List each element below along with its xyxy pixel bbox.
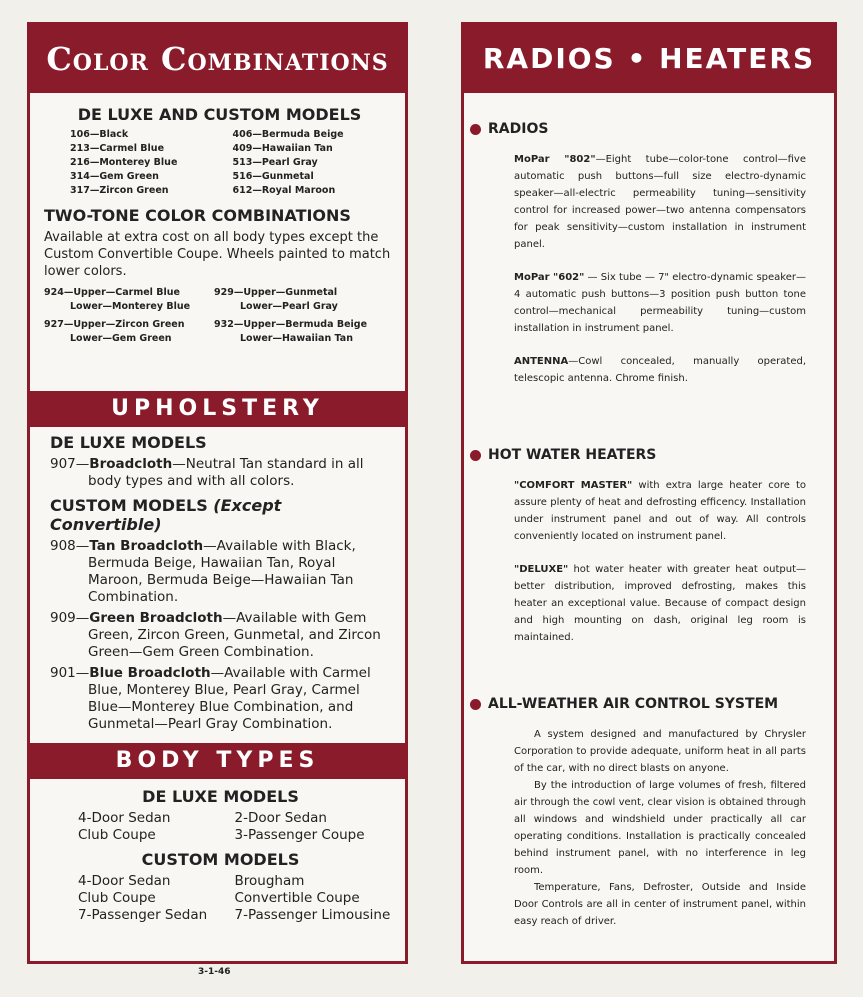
radios-heading [470, 121, 834, 137]
uph-custom-heading [50, 496, 393, 534]
spec-lead: MoPar "602" [514, 272, 585, 283]
spec-paragraph [464, 151, 834, 253]
color-item: 314—Gem Green [70, 171, 159, 182]
upholstery-code: 908— [50, 538, 90, 554]
air-paragraph: A system designed and manufactured by Chrysler Corporation to provide adequate, uniform heat in all parts of the car, with no direct blasts on anyone. [514, 729, 806, 774]
upholstery-name: Tan Broadcloth [89, 538, 204, 554]
upholstery-name: Broadcloth [89, 456, 173, 472]
color-item: 516—Gunmetal [232, 171, 314, 182]
bt-deluxe-heading: DE LUXE MODELS [142, 787, 299, 806]
upholstery-name: Blue Broadcloth [89, 665, 211, 681]
uph-deluxe-heading: DE LUXE MODELS [50, 433, 207, 452]
spec-paragraph [464, 477, 834, 545]
spec-lead: "COMFORT MASTER" [514, 480, 633, 491]
color-item: 106—Black [70, 129, 129, 140]
body-type-item: 2-Door Sedan [234, 810, 327, 826]
upholstery-item [50, 456, 393, 490]
body-type-item: 3-Passenger Coupe [234, 827, 365, 843]
spec-lead: ANTENNA [514, 356, 569, 367]
two-tone-item: 932—Upper—Bermuda Beige [214, 319, 368, 330]
spec-paragraph [464, 353, 834, 387]
body-type-item: Convertible Coupe [234, 890, 360, 906]
two-tone-item: Lower—Pearl Gray [240, 301, 338, 312]
color-item: 213—Carmel Blue [70, 143, 165, 154]
spec-text: — Six tube — 7" electro-dynamic speaker—4 automatic push buttons—3 position push button tone control—mechanical permeability tuning—custom installation in instrument panel. [514, 272, 806, 334]
upholstery-code: 909— [50, 610, 90, 626]
two-tone-item: Lower—Gem Green [70, 333, 172, 344]
upholstery-text: —Available with Black, Bermuda Beige, Hawaiian Tan, Royal Maroon, Bermuda Beige—Hawaiian Tan Combination. [88, 538, 356, 605]
color-item: 513—Pearl Gray [232, 157, 318, 168]
two-tone-item: Lower—Hawaiian Tan [240, 333, 353, 344]
color-combinations-panel [27, 22, 408, 964]
spec-text: with extra large heater core to assure plenty of heat and defrosting efficency. Installation under instrument panel and out of way. All controls conveniently located on instrument panel. [514, 480, 807, 542]
air-heading [470, 696, 834, 712]
two-tone-item: 924—Upper—Carmel Blue [44, 287, 180, 298]
upholstery-and-body-types [30, 427, 405, 924]
bt-custom-heading: CUSTOM MODELS [141, 850, 300, 869]
upholstery-item [50, 665, 393, 733]
spec-paragraph [464, 561, 834, 646]
two-tone-list [44, 286, 395, 350]
spec-text: hot water heater with greater heat output—better distribution, improved defrosting, makes this heater an exceptional value. Because of compact design and high mounting on dash, original leg room is maintained. [514, 564, 806, 643]
spec-text: —Eight tube—color-tone control—five automatic push buttons—full size electro-dynamic speaker—all-electric permeability tuning—sensitivity control for increased power—two antenna compensators for peak sensitivity—custom installation in instrument panel. [514, 154, 806, 250]
radios-heaters-panel [461, 22, 837, 964]
upholstery-text: —Available with Gem Green, Zircon Green, Gunmetal, and Zircon Green—Gem Green Combination. [88, 610, 381, 660]
two-tone-item: 927—Upper—Zircon Green [44, 319, 185, 330]
upholstery-name: Green Broadcloth [89, 610, 223, 626]
air-paragraph: By the introduction of large volumes of fresh, filtered air through the cowl vent, clear vision is obtained through all windows and windshield under practically all car operating conditions. Installation is practically concealed behind instrument panel, with no interference in leg room. [514, 780, 806, 876]
two-tone-item: Lower—Monterey Blue [70, 301, 191, 312]
color-item: 317—Zircon Green [70, 185, 169, 196]
radios-heading-text: RADIOS [488, 121, 549, 137]
body-type-item: 7-Passenger Limousine [234, 907, 391, 923]
body-type-item: 4-Door Sedan [78, 810, 171, 826]
color-combinations-title: Color Combinations [30, 25, 405, 93]
bullet-icon [470, 124, 481, 135]
heaters-heading-text: HOT WATER HEATERS [488, 447, 657, 463]
spec-paragraph [464, 269, 834, 337]
air-paragraph: Temperature, Fans, Defroster, Outside and Inside Door Controls are all in center of instrument panel, within easy reach of driver. [514, 882, 806, 927]
radios-heaters-title: RADIOS • HEATERS [464, 25, 834, 93]
body-type-item: 7-Passenger Sedan [78, 907, 208, 923]
two-tone-item: 929—Upper—Gunmetal [214, 287, 338, 298]
upholstery-item [50, 538, 393, 606]
uph-custom-label: CUSTOM MODELS [50, 496, 208, 515]
color-item: 612—Royal Maroon [232, 185, 336, 196]
heaters-heading [470, 447, 834, 463]
upholstery-code: 907— [50, 456, 90, 472]
upholstery-item [50, 610, 393, 661]
deluxe-custom-heading: DE LUXE AND CUSTOM MODELS [77, 105, 362, 124]
two-tone-heading: TWO-TONE COLOR COMBINATIONS [44, 206, 351, 225]
print-date: 3-1-46 [198, 967, 231, 977]
color-item: 406—Bermuda Beige [232, 129, 344, 140]
spec-text: —Cowl concealed, manually operated, telescopic antenna. Chrome finish. [514, 356, 806, 384]
color-list [44, 128, 395, 198]
upholstery-text: —Available with Carmel Blue, Monterey Blue, Pearl Gray, Carmel Blue—Monterey Blue Combination, and Gunmetal—Pearl Gray Combination. [88, 665, 371, 732]
uph-custom-note: (Except Convertible) [50, 496, 282, 534]
body-type-item: Brougham [234, 873, 305, 889]
body-type-item: Club Coupe [78, 890, 156, 906]
upholstery-title: UPHOLSTERY [30, 391, 405, 427]
spec-lead: MoPar "802" [514, 154, 596, 165]
body-types-title: BODY TYPES [30, 743, 405, 779]
upholstery-text: —Neutral Tan standard in all body types and with all colors. [88, 456, 364, 489]
bullet-icon [470, 699, 481, 710]
body-type-item: 4-Door Sedan [78, 873, 171, 889]
air-heading-text: ALL-WEATHER AIR CONTROL SYSTEM [488, 696, 779, 712]
spec-lead: "DELUXE" [514, 564, 569, 575]
body-type-item: Club Coupe [78, 827, 156, 843]
upholstery-code: 901— [50, 665, 90, 681]
color-item: 216—Monterey Blue [70, 157, 178, 168]
two-tone-text: Available at extra cost on all body types except the Custom Convertible Coupe. Wheels painted to match lower colors. [44, 230, 391, 279]
bullet-icon [470, 450, 481, 461]
color-item: 409—Hawaiian Tan [232, 143, 333, 154]
